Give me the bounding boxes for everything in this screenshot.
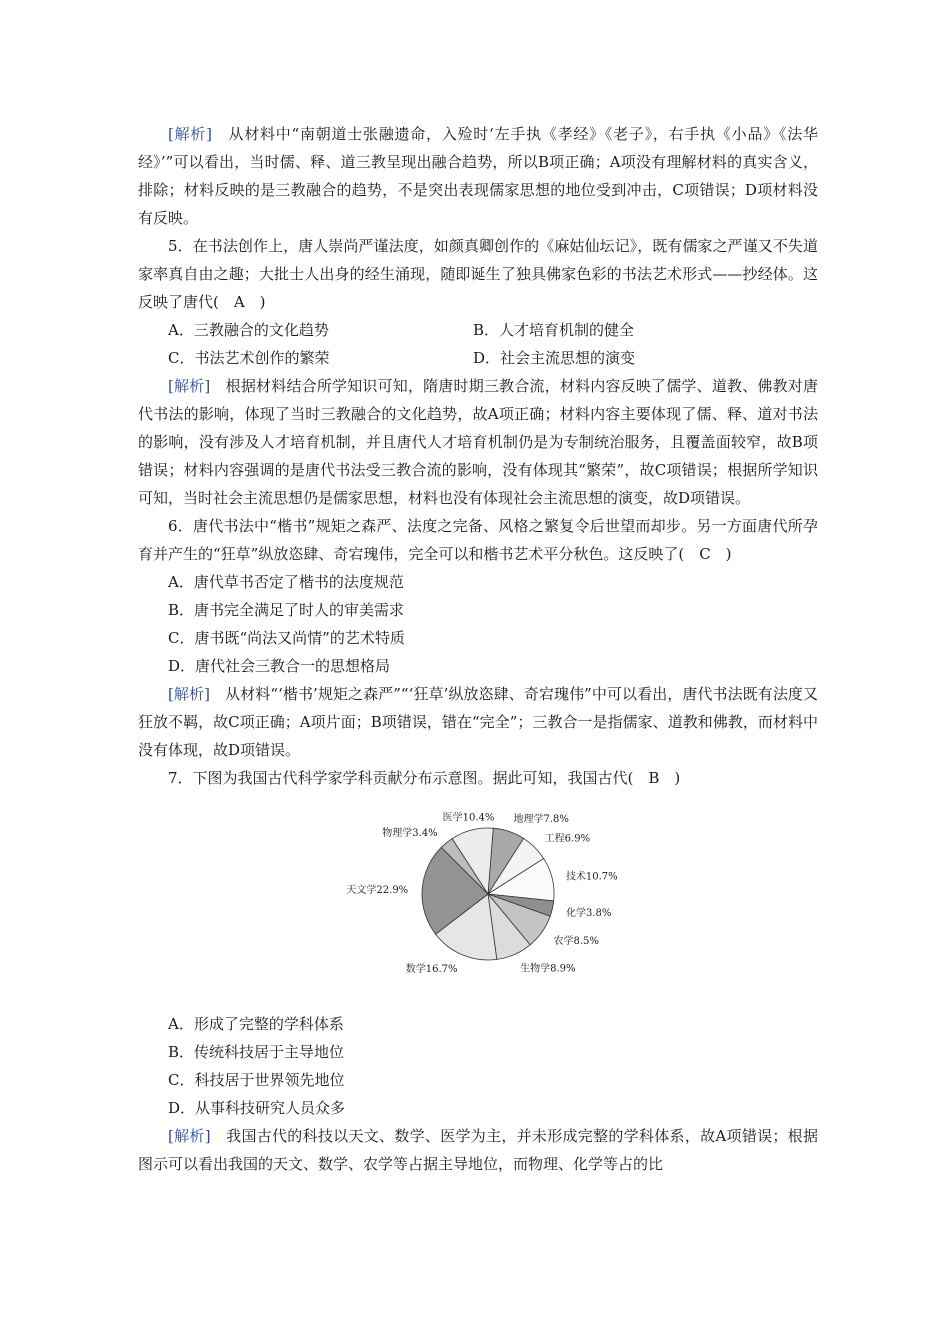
q6-option-a: A．唐代草书否定了楷书的法度规范 — [168, 573, 404, 591]
document-page — [138, 120, 818, 1178]
pie-label-7: 天文学22.9% — [346, 884, 409, 896]
q7-option-d: D．从事科技研究人员众多 — [168, 1099, 346, 1117]
analysis-q4: [解析] 从材料中“南朝道士张融遗命，入殓时‘左手执《孝经》《老子》，右手执《小品》《法华经》’”可以看出，当时儒、释、道三教呈现出融合趋势，所以B项正确；A项没有理解材料的真实含义，排除；材料反映的是三教融合的趋势，不是突出表现儒家思想的地位受到冲击，C项错误；D项材料没有反映。 — [138, 125, 818, 227]
q5-option-c: C．书法艺术创作的繁荣 — [168, 349, 330, 367]
pie-chart — [346, 796, 620, 1000]
q6-option-d: D．唐代社会三教合一的思想格局 — [168, 657, 391, 675]
question-7-stem: 7．下图为我国古代科学家学科贡献分布示意图。据此可知，我国古代( B ) — [168, 769, 681, 787]
pie-label-0: 地理学7.8% — [513, 814, 569, 826]
pie-chart-figure — [138, 796, 818, 1000]
q5-option-a: A．三教融合的文化趋势 — [168, 321, 329, 339]
analysis-q7: [解析] 我国古代的科技以天文、数学、医学为主，并未形成完整的学科体系，故A项错误；根据图示可以看出我国的天文、数学、农学等占据主导地位，而物理、化学等占的比 — [138, 1127, 818, 1173]
analysis-q5: [解析] 根据材料结合所学知识可知，隋唐时期三教合流，材料内容反映了儒学、道教、佛教对唐代书法的影响，体现了当时三教融合的文化趋势，故A项正确；材料内容主要体现了儒、释、道对书法的影响，没有涉及人才培育机制，并且唐代人才培育机制仍是为专制统治服务，且覆盖面较窄，故B项错误；材料内容强调的是唐代书法受三教合流的影响，没有体现其“繁荣”，故C项错误；根据所学知识可知，当时社会主流思想仍是儒家思想，材料也没有体现社会主流思想的演变，故D项错误。 — [138, 377, 818, 507]
q7-option-b: B．传统科技居于主导地位 — [168, 1043, 345, 1061]
q6-option-c: C．唐书既“尚法又尚情”的艺术特质 — [168, 629, 405, 647]
q6-option-b: B．唐书完全满足了时人的审美需求 — [168, 601, 405, 619]
question-5-stem: 5．在书法创作上，唐人崇尚严谨法度，如颜真卿创作的《麻姑仙坛记》，既有儒家之严谨又不失道家率真自由之趣；大批士人出身的经生涌现，随即诞生了独具佛家色彩的书法艺术形式——抄经体。这反映了唐代( A ) — [138, 237, 818, 311]
pie-label-9: 医学10.4% — [442, 812, 495, 824]
question-5-options-row1 — [138, 316, 818, 344]
q7-option-a: A．形成了完整的学科体系 — [168, 1015, 344, 1033]
pie-label-2: 技术10.7% — [565, 871, 618, 883]
pie-label-5: 生物学8.9% — [520, 963, 576, 975]
pie-label-1: 工程6.9% — [544, 833, 591, 845]
analysis-q6: [解析] 从材料“‘楷书’规矩之森严”“‘狂草’纵放恣肆、奇宕瑰伟”中可以看出，唐代书法既有法度又狂放不羁，故C项正确；A项片面；B项错误，错在“完全”；三教合一是指儒家、道教和佛教，而材料中没有体现，故D项错误。 — [138, 685, 818, 759]
q7-option-c: C．科技居于世界领先地位 — [168, 1071, 345, 1089]
pie-label-3: 化学3.8% — [566, 907, 612, 919]
pie-label-8: 物理学3.4% — [382, 827, 438, 839]
q5-option-d: D．社会主流思想的演变 — [473, 349, 636, 367]
question-6-stem: 6．唐代书法中“楷书”规矩之森严、法度之完备、风格之繁复令后世望而却步。另一方面唐代所孕育并产生的“狂草”纵放恣肆、奇宕瑰伟，完全可以和楷书艺术平分秋色。这反映了( C ) — [138, 517, 818, 563]
q5-option-b: B．人才培育机制的健全 — [473, 321, 635, 339]
pie-label-4: 农学8.5% — [553, 935, 599, 947]
analysis-tag: [解析] — [168, 125, 212, 143]
pie-label-6: 数学16.7% — [405, 964, 458, 975]
question-5-options-row2 — [138, 344, 818, 372]
